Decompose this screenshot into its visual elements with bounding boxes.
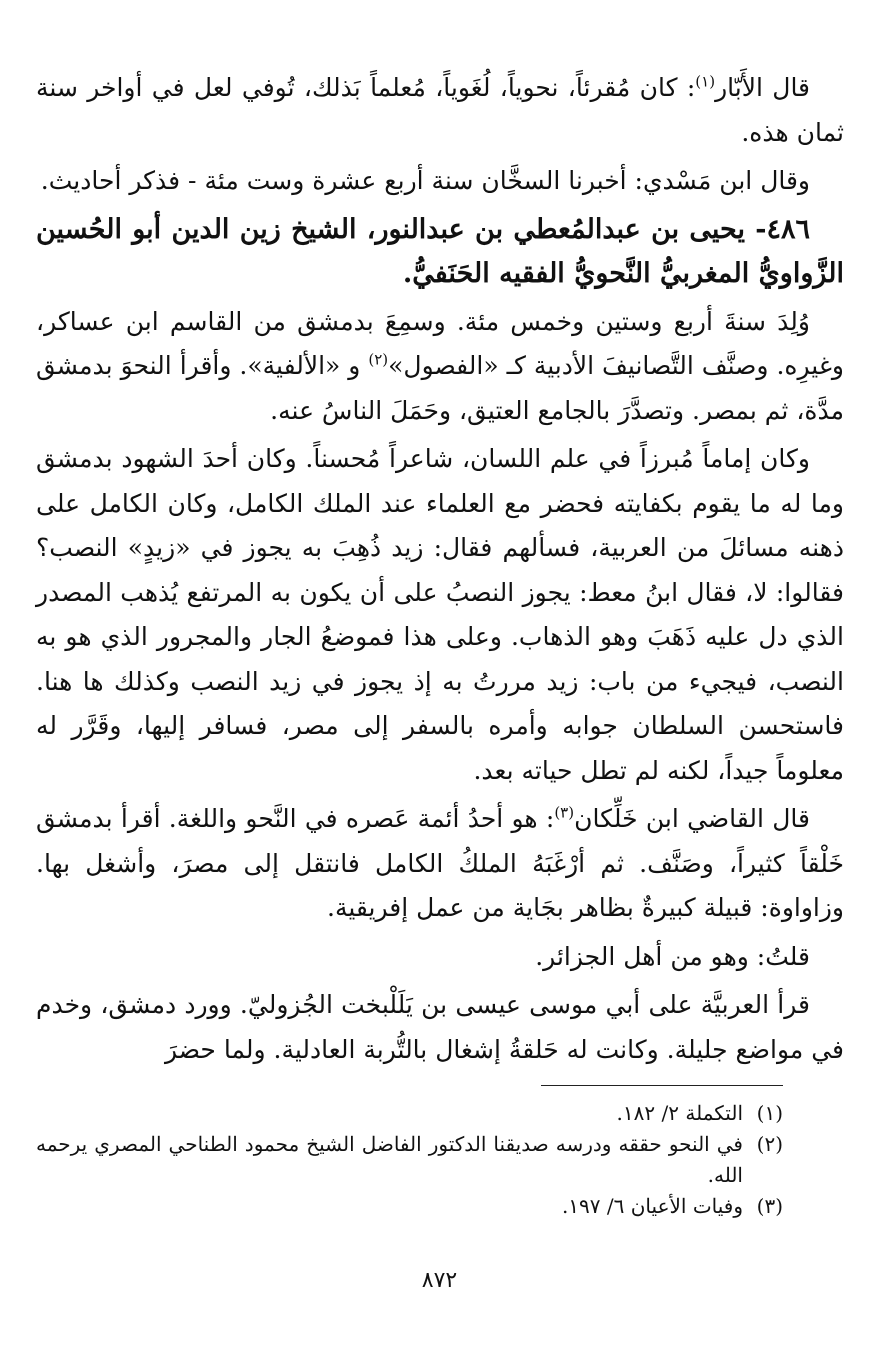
footnote-text: في النحو حققه ودرسه صديقنا الدكتور الفاضل الشيخ محمود الطناحي المصري يرحمه الله. — [36, 1132, 743, 1187]
footnote-ref-2: (٢) — [368, 350, 389, 369]
footnote-divider — [541, 1085, 783, 1086]
paragraph-1-text: قال الأَبّار — [715, 73, 811, 102]
paragraph-5-text-b: : هو أحدُ أئمة عَصره في النَّحو واللغة. أقرأ بدمشق خَلْقاً كثيراً، وصَنَّف. ثم أرْغَبَهُ الملكُ الكامل فانتقل إلى مصرَ، وأشغل بها. وزاواوة: قبيلة كبيرةٌ بظاهر بجَاية من عمل إفريقية. — [36, 804, 844, 922]
paragraph-3 — [36, 300, 844, 434]
entry-heading: ٤٨٦- يحيى بن عبدالمُعطي بن عبدالنور، الشيخ زين الدين أبو الحُسين الزَّواويُّ المغربيُّ النَّحويُّ الفقيه الحَنَفيُّ. — [36, 213, 844, 289]
main-text — [36, 66, 844, 1076]
paragraph-5 — [36, 797, 844, 931]
footnote — [36, 1098, 783, 1129]
paragraph-3-text-a: وُلِدَ سنةَ أربع وستين وخمس مئة. وسمِعَ بدمشق من القاسم ابن عساكر، وغيرِه. وصنَّف التَّصانيفَ الأدبية كـ «الفصول» — [36, 306, 844, 380]
paragraph-5-text-a: قال القاضي ابن خَلِّكان — [574, 804, 810, 833]
paragraph-1 — [36, 66, 844, 155]
paragraph-7: قرأ العربيَّة على أبي موسى عيسى بن يَلَلْبخت الجُزوليّ. وورد دمشق، وخدم في مواضع جليلة. وكانت له حَلقةُ إشغال بالتُّربة العادلية. ولما حضرَ — [36, 990, 844, 1064]
paragraph-6: قلتُ: وهو من أهل الجزائر. — [535, 941, 810, 971]
footnote-text: وفيات الأعيان ٦/ ١٩٧. — [561, 1194, 743, 1218]
footnote-ref-1: (١) — [695, 72, 716, 91]
footnote-number: (٢) — [756, 1132, 783, 1156]
paragraph-3-text-b: و «الألفية». وأقرأ النحوَ بدمشق مدَّة، ثم بمصر. وتصدَّرَ بالجامع العتيق، وحَمَلَ الناسُ عنه. — [36, 351, 844, 425]
footnote — [36, 1191, 783, 1222]
footnote-number: (١) — [756, 1101, 783, 1125]
footnote — [36, 1129, 783, 1191]
paragraph-2: وقال ابن مَسْدي: أخبرنا السخَّان سنة أربع عشرة وست مئة - فذكر أحاديث. — [40, 166, 810, 195]
page-number: ٨٧٢ — [421, 1268, 458, 1293]
paragraph-1-rest: : كان مُقرئاً، نحوياً، لُغَوياً، مُعلماً بَذلك، تُوفي لعل في أواخر سنة ثمان هذه. — [36, 73, 844, 147]
footnote-text: التكملة ٢/ ١٨٢. — [616, 1101, 743, 1125]
footnote-number: (٣) — [756, 1194, 783, 1218]
footnote-ref-3: (٣) — [554, 803, 575, 822]
paragraph-4: وكان إماماً مُبرزاً في علم اللسان، شاعراً مُحسناً. وكان أحدَ الشهود بدمشق وما له ما يقوم بكفايته فحضر مع العلماء عند الملك الكامل، وكان الكامل على ذهنه مسائلَ من العربية، فسألهم فقال: زيد ذُهِبَ به يجوز في «زيدٍ» النصب؟ فقالوا: لا، فقال ابنُ معط: يجوز النصبُ على أن يكون به المرتفع يُذهب المصدر الذي دل عليه ذَهَبَ وهو الذهاب. وعلى هذا فموضعُ الجار والمجرور الذي هو به النصب، فيجيء من باب: زيد مررتُ به إذ يجوز في زيد النصب وكذلك ها هنا. فاستحسن السلطان جوابه وأمره بالسفر إلى مصر، فسافر إليها، وقَرَّر له معلوماً جيداً، لكنه لم تطل حياته بعد. — [36, 444, 844, 785]
footnotes — [36, 1098, 783, 1222]
